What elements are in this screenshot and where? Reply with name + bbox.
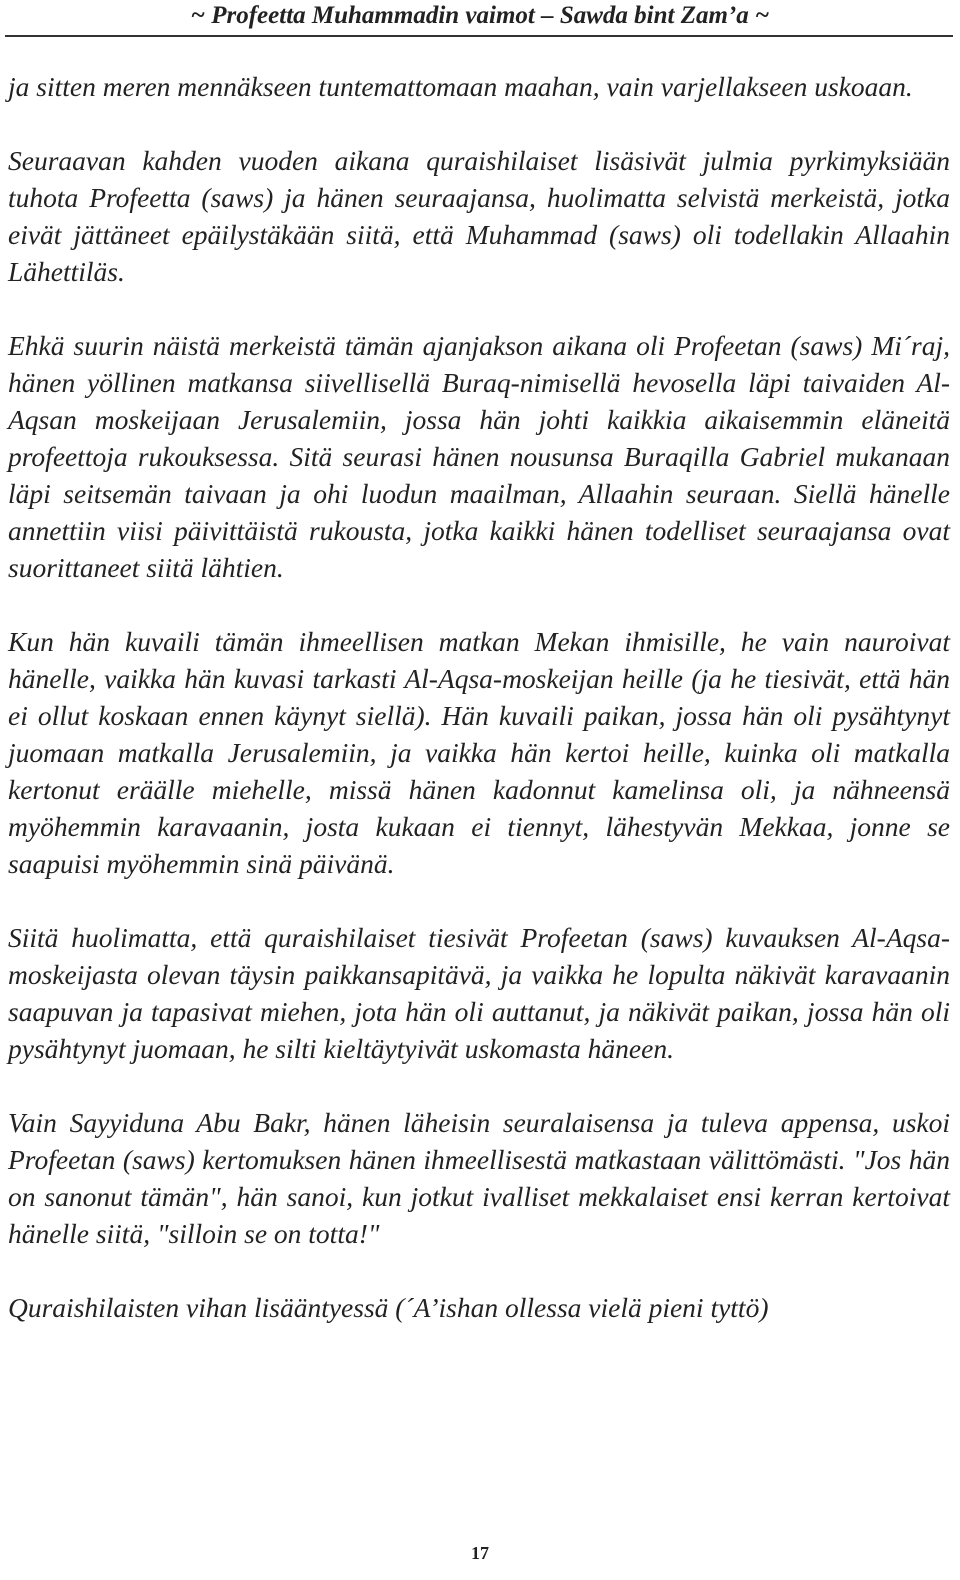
header-divider <box>5 35 953 37</box>
paragraph-7: Quraishilaisten vihan lisääntyessä (´A’ishan ollessa vielä pieni tyttö) <box>8 1292 769 1323</box>
paragraph-3: Ehkä suurin näistä merkeistä tämän ajanjakson aikana oli Profeetan (saws) Mi´raj, hänen yöllinen matkansa siivellisellä Buraq-nimisellä hevosella läpi taivaiden Al-Aqsan moskeijaan Jerusalemiin, jossa hän johti kaikkia aikaisemmin eläneitä profeettoja rukouksessa. Sitä seurasi hänen nousunsa Buraqilla Gabriel mukanaan läpi seitsemän taivaan ja ohi luodun maailman, Allaahin seuraan. Siellä hänelle annettiin viisi päivittäistä rukousta, jotka kaikki hänen todelliset seuraajansa ovat suorittaneet siitä lähtien. <box>8 330 950 583</box>
paragraph-5: Siitä huolimatta, että quraishilaiset tiesivät Profeetan (saws) kuvauksen Al-Aqsa-moskeijasta olevan täysin paikkansapitävä, ja vaikka he lopulta näkivät karavaanin saapuvan ja tapasivat miehen, jota hän oli auttanut, ja näkivät paikan, jossa hän oli pysähtynyt juomaan, he silti kieltäytyivät uskomasta häneen. <box>8 922 950 1064</box>
body-text <box>8 68 950 1363</box>
page-number: 17 <box>471 1543 489 1563</box>
paragraph-4: Kun hän kuvaili tämän ihmeellisen matkan Mekan ihmisille, he vain nauroivat hänelle, vaikka hän kuvasi tarkasti Al-Aqsa-moskeijan heille (ja he tiesivät, että hän ei ollut koskaan ennen käynyt siellä). Hän kuvaili paikan, jossa hän oli pysähtynyt juomaan matkalla Jerusalemiin, ja vaikka hän kertoi heille, kuinka oli matkalla kertonut eräälle miehelle, missä hänen kadonnut kamelinsa oli, ja nähneensä myöhemmin karavaanin, josta kukaan ei tiennyt, lähestyvän Mekkaa, jonne se saapuisi myöhemmin sinä päivänä. <box>8 626 950 879</box>
paragraph-6: Vain Sayyiduna Abu Bakr, hänen läheisin seuralaisensa ja tuleva appensa, uskoi Profeetan (saws) kertomuksen hänen ihmeellisestä matkastaan välittömästi. "Jos hän on sanonut tämän", hän sanoi, kun jotkut ivalliset mekkalaiset ensi kerran kertoivat hänelle siitä, "silloin se on totta!" <box>8 1107 950 1249</box>
running-header: ~ Profeetta Muhammadin vaimot – Sawda bint Zam’a ~ <box>190 2 770 29</box>
paragraph-2: Seuraavan kahden vuoden aikana quraishilaiset lisäsivät julmia pyrkimyksiään tuhota Profeetta (saws) ja hänen seuraajansa, huolimatta selvistä merkeistä, jotka eivät jättäneet epäilystäkään siitä, että Muhammad (saws) oli todellakin Allaahin Lähettiläs. <box>8 145 950 287</box>
paragraph-1: ja sitten meren mennäkseen tuntemattomaan maahan, vain varjellakseen uskoaan. <box>8 71 913 102</box>
